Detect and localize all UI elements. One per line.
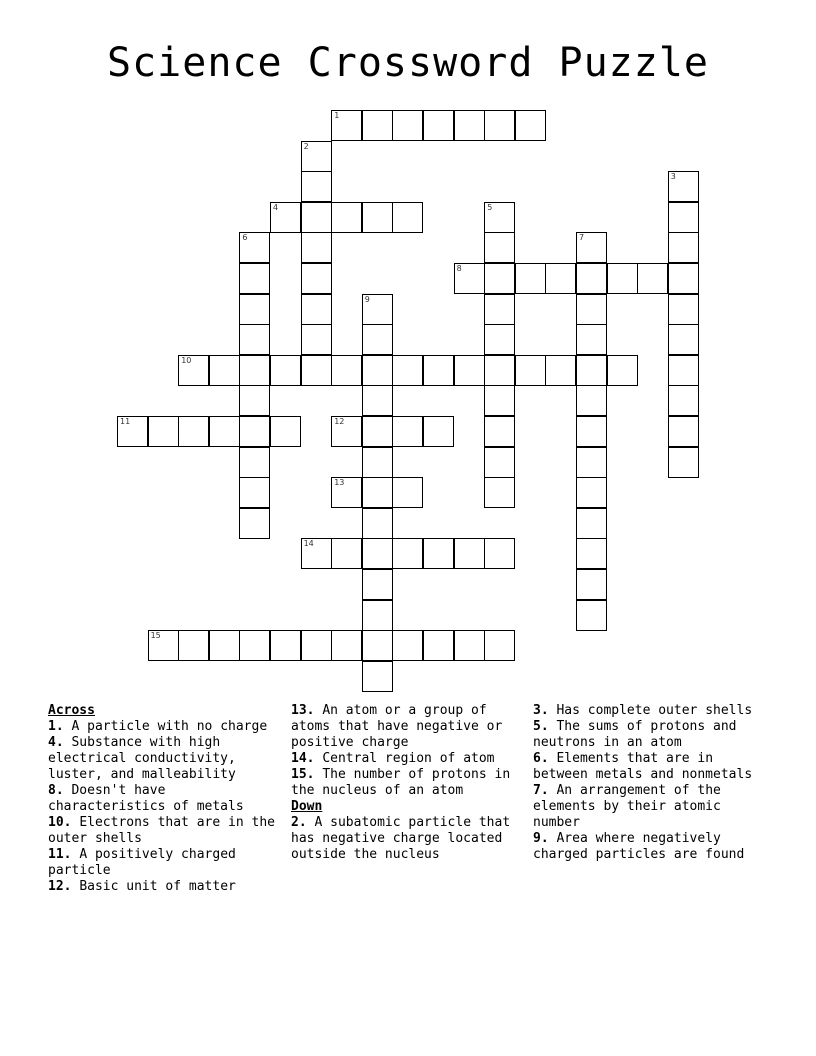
clue-across-13 [291,703,531,751]
cell-number: 9 [364,294,370,304]
crossword-cell[interactable] [454,355,485,386]
crossword-cell[interactable] [362,324,393,355]
crossword-cell[interactable] [484,385,515,416]
crossword-cell[interactable] [209,630,240,661]
clue-number: 13. [291,703,315,718]
cell-number: 14 [303,539,314,549]
crossword-cell[interactable] [239,416,270,447]
clue-across-14 [291,751,531,767]
crossword-cell[interactable] [668,232,699,263]
puzzle-title: Science Crossword Puzzle [107,40,709,86]
crossword-cell[interactable] [607,263,638,294]
clue-column-3 [533,703,773,863]
crossword-cell[interactable] [301,630,332,661]
crossword-cell[interactable] [484,294,515,325]
crossword-cell[interactable] [331,110,362,141]
crossword-cell[interactable] [362,538,393,569]
clue-number: 4. [48,735,64,750]
crossword-cell[interactable] [331,416,362,447]
down-heading: Down [291,799,323,814]
clue-down-9 [533,831,773,863]
crossword-cell[interactable] [668,171,699,202]
crossword-cell[interactable] [301,538,332,569]
crossword-cell[interactable] [392,110,423,141]
crossword-cell[interactable] [423,110,454,141]
clue-text: A positively charged particle [48,847,236,878]
crossword-cell[interactable] [484,477,515,508]
crossword-cell[interactable] [576,355,607,386]
crossword-cell[interactable] [270,416,301,447]
crossword-cell[interactable] [668,263,699,294]
crossword-cell[interactable] [392,630,423,661]
clue-number: 2. [291,815,307,830]
clue-text: A subatomic particle that has negative charge located outside the nucleus [291,815,511,862]
crossword-cell[interactable] [239,385,270,416]
crossword-cell[interactable] [362,110,393,141]
clue-number: 10. [48,815,72,830]
cell-number: 10 [181,355,192,365]
crossword-cell[interactable] [515,355,546,386]
crossword-cell[interactable] [576,447,607,478]
cell-number: 3 [670,172,676,182]
clue-text: Area where negatively charged particles are found [533,831,745,862]
crossword-cell[interactable] [484,447,515,478]
cell-number: 6 [242,233,248,243]
clue-number: 14. [291,751,315,766]
crossword-cell[interactable] [668,202,699,233]
crossword-cell[interactable] [270,630,301,661]
crossword-cell[interactable] [668,324,699,355]
crossword-cell[interactable] [392,538,423,569]
crossword-cell[interactable] [545,263,576,294]
crossword-cell[interactable] [362,355,393,386]
crossword-cell[interactable] [484,355,515,386]
crossword-cell[interactable] [362,385,393,416]
clue-down-5 [533,719,773,751]
crossword-cell[interactable] [178,416,209,447]
crossword-cell[interactable] [423,538,454,569]
crossword-cell[interactable] [423,416,454,447]
cell-number: 13 [334,478,345,488]
crossword-cell[interactable] [484,538,515,569]
cell-number: 2 [303,141,309,151]
crossword-cell[interactable] [301,232,332,263]
clue-text: The sums of protons and neutrons in an atom [533,719,737,750]
crossword-cell[interactable] [239,263,270,294]
crossword-cell[interactable] [515,263,546,294]
crossword-cell[interactable] [637,263,668,294]
crossword-cell[interactable] [484,232,515,263]
crossword-cell[interactable] [576,538,607,569]
crossword-cell[interactable] [576,569,607,600]
crossword-cell[interactable] [454,630,485,661]
clue-down-2 [291,815,531,863]
clue-number: 5. [533,719,549,734]
clue-text: An atom or a group of atoms that have negative or positive charge [291,703,503,750]
crossword-cell[interactable] [362,294,393,325]
crossword-cell[interactable] [239,477,270,508]
crossword-cell[interactable] [484,630,515,661]
cell-number: 15 [150,631,161,641]
clue-number: 3. [533,703,549,718]
crossword-cell[interactable] [331,538,362,569]
crossword-cell[interactable] [362,600,393,631]
clue-across-15 [291,767,531,799]
clue-across-10 [48,815,288,847]
crossword-cell[interactable] [576,263,607,294]
cell-number: 1 [334,111,340,120]
crossword-cell[interactable] [484,110,515,141]
clue-number: 9. [533,831,549,846]
crossword-cell[interactable] [484,324,515,355]
clue-across-8 [48,783,288,815]
crossword-cell[interactable] [270,202,301,233]
crossword-cell[interactable] [668,385,699,416]
crossword-cell[interactable] [515,110,546,141]
crossword-cell[interactable] [239,232,270,263]
crossword-cell[interactable] [148,416,179,447]
crossword-cell[interactable] [362,508,393,539]
cell-number: 7 [579,233,585,243]
crossword-cell[interactable] [239,355,270,386]
crossword-cell[interactable] [668,447,699,478]
crossword-cell[interactable] [301,294,332,325]
crossword-cell[interactable] [239,447,270,478]
crossword-cell[interactable] [423,355,454,386]
crossword-cell[interactable] [301,263,332,294]
crossword-cell[interactable] [117,416,148,447]
crossword-cell[interactable] [423,630,454,661]
crossword-cell[interactable] [576,294,607,325]
crossword-cell[interactable] [668,416,699,447]
crossword-cell[interactable] [576,385,607,416]
crossword-cell[interactable] [576,477,607,508]
crossword-cell[interactable] [454,110,485,141]
crossword-cell[interactable] [331,355,362,386]
crossword-cell[interactable] [576,508,607,539]
crossword-cell[interactable] [301,355,332,386]
clue-text: Elements that are in between metals and nonmetals [533,751,753,782]
crossword-cell[interactable] [270,355,301,386]
crossword-cell[interactable] [668,355,699,386]
clue-down-7 [533,783,773,831]
clue-across-1 [48,719,288,735]
crossword-cell[interactable] [454,263,485,294]
clue-number: 11. [48,847,72,862]
across-heading: Across [48,703,95,718]
cell-number: 12 [334,417,345,426]
clue-number: 15. [291,767,315,782]
crossword-cell[interactable] [576,324,607,355]
clue-column-2 [291,703,531,863]
cell-number: 4 [273,202,279,212]
crossword-cell[interactable] [607,355,638,386]
clue-across-12 [48,879,288,895]
crossword-cell[interactable] [362,416,393,447]
crossword-cell[interactable] [239,294,270,325]
crossword-cell[interactable] [331,202,362,233]
cell-number: 11 [120,417,131,426]
crossword-cell[interactable] [576,600,607,631]
crossword-cell[interactable] [209,416,240,447]
crossword-cell[interactable] [362,202,393,233]
clue-number: 7. [533,783,549,798]
clue-down-3 [533,703,773,719]
crossword-cell[interactable] [392,202,423,233]
clue-number: 1. [48,719,64,734]
crossword-cell[interactable] [301,141,332,172]
crossword-cell[interactable] [239,324,270,355]
clue-text: An arrangement of the elements by their atomic number [533,783,721,830]
cell-number: 5 [487,202,493,212]
crossword-cell[interactable] [454,538,485,569]
crossword-cell[interactable] [178,630,209,661]
cell-number: 8 [456,264,462,273]
clue-number: 8. [48,783,64,798]
clue-text: Electrons that are in the outer shells [48,815,275,846]
crossword-cell[interactable] [545,355,576,386]
crossword-cell[interactable] [301,324,332,355]
crossword-cell[interactable] [301,171,332,202]
crossword-cell[interactable] [668,294,699,325]
clue-across-11 [48,847,288,879]
crossword-cell[interactable] [484,202,515,233]
crossword-cell[interactable] [301,202,332,233]
crossword-cell[interactable] [362,569,393,600]
clue-number: 6. [533,751,549,766]
crossword-cell[interactable] [209,355,240,386]
crossword-cell[interactable] [576,232,607,263]
clue-text: The number of protons in the nucleus of an atom [291,767,511,798]
clue-text: Doesn't have characteristics of metals [48,783,244,814]
crossword-cell[interactable] [484,416,515,447]
crossword-cell[interactable] [362,661,393,692]
clue-text: Central region of atom [322,751,495,766]
crossword-cell[interactable] [392,355,423,386]
crossword-cell[interactable] [392,477,423,508]
clue-across-4 [48,735,288,783]
clue-text: Substance with high electrical conductivity, luster, and malleability [48,735,236,782]
crossword-cell[interactable] [362,447,393,478]
crossword-cell[interactable] [178,355,209,386]
clue-down-6 [533,751,773,783]
crossword-cell[interactable] [239,508,270,539]
clue-text: Has complete outer shells [556,703,753,718]
crossword-cell[interactable] [239,630,270,661]
crossword-cell[interactable] [484,263,515,294]
clue-number: 12. [48,879,72,894]
clue-text: Basic unit of matter [79,879,236,894]
crossword-cell[interactable] [392,416,423,447]
crossword-cell[interactable] [576,416,607,447]
clue-column-1 [48,703,288,895]
crossword-cell[interactable] [148,630,179,661]
crossword-cell[interactable] [331,477,362,508]
clue-text: A particle with no charge [71,719,268,734]
crossword-cell[interactable] [362,630,393,661]
crossword-cell[interactable] [331,630,362,661]
crossword-cell[interactable] [362,477,393,508]
